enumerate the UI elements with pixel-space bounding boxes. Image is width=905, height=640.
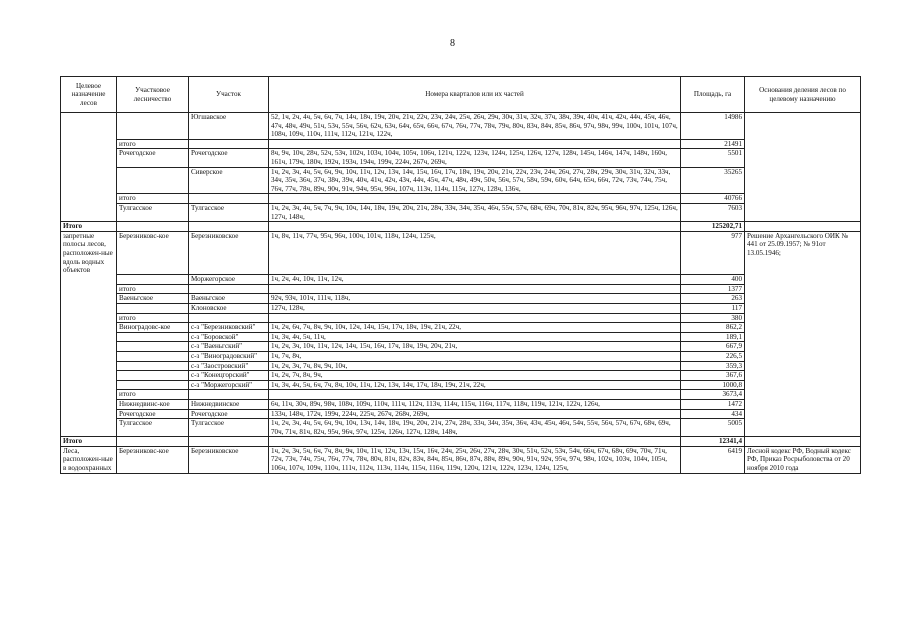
cell-purpose <box>61 167 117 194</box>
cell-basis <box>745 284 861 294</box>
cell-district <box>117 351 189 361</box>
cell-quarters: 1ч, 2ч, 4ч, 10ч, 11ч, 12ч, <box>269 275 681 285</box>
cell-district <box>117 380 189 390</box>
cell-purpose <box>61 361 117 371</box>
cell-quarters <box>269 437 681 447</box>
cell-area: 3673,4 <box>681 390 745 400</box>
table-row <box>61 231 861 274</box>
cell-area: 359,3 <box>681 361 745 371</box>
cell-district: Рочегодское <box>117 149 189 167</box>
cell-area: 226,5 <box>681 351 745 361</box>
cell-plot: с-з "Боровской" <box>189 332 269 342</box>
cell-plot: Рочегодское <box>189 409 269 419</box>
cell-district: итого <box>117 194 189 204</box>
cell-district: Березниковс-кое <box>117 446 189 473</box>
cell-basis <box>745 113 861 140</box>
cell-area: 263 <box>681 294 745 304</box>
cell-quarters: 1ч, 2ч, 3ч, 4ч, 5ч, 6ч, 9ч, 10ч, 11ч, 12ч, 13ч, 14ч, 15ч, 16ч, 17ч, 18ч, 19ч, 20ч, 21ч, 22ч, 23ч, 24ч, 26ч, 27ч, 28ч, 29ч, 30ч, 31ч, 32ч, 33ч, 34ч, 35ч, 36ч, 37ч, 38ч, 39ч, 40ч, 41ч, 42ч, 43ч, 44ч, 45ч, 47ч, 48ч, 49ч, 50ч, 56ч, 57ч, 58ч, 59ч, 60ч, 64ч, 65ч, 66ч, 72ч, 73ч, 74ч, 75ч, 76ч, 77ч, 78ч, 89ч, 90ч, 91ч, 94ч, 95ч, 96ч, 107ч, 113ч, 114ч, 115ч, 127ч, 128ч, 136ч, <box>269 167 681 194</box>
forest-table <box>60 76 861 474</box>
cell-area: 380 <box>681 313 745 323</box>
cell-purpose <box>61 371 117 381</box>
table-row <box>61 361 861 371</box>
cell-district <box>117 361 189 371</box>
cell-basis <box>745 323 861 333</box>
table-row <box>61 380 861 390</box>
cell-basis <box>745 351 861 361</box>
cell-plot: с-з "Березниковский" <box>189 323 269 333</box>
cell-basis <box>745 149 861 167</box>
header-area: Площадь, га <box>681 77 745 113</box>
cell-basis <box>745 275 861 285</box>
cell-plot: Моржегорское <box>189 275 269 285</box>
cell-plot: с-з "Виноградовский" <box>189 351 269 361</box>
cell-purpose <box>61 275 117 285</box>
cell-plot <box>189 313 269 323</box>
header-basis: Основания деления лесов по целевому назначению <box>745 77 861 113</box>
cell-purpose <box>61 332 117 342</box>
cell-district <box>117 371 189 381</box>
cell-basis <box>745 332 861 342</box>
header-district: Участковое лесничество <box>117 77 189 113</box>
cell-quarters <box>269 313 681 323</box>
header-plot: Участок <box>189 77 269 113</box>
cell-plot: Ваеньгское <box>189 294 269 304</box>
table-row <box>61 371 861 381</box>
cell-area: 1000,8 <box>681 380 745 390</box>
cell-area: 977 <box>681 231 745 274</box>
cell-district <box>117 332 189 342</box>
cell-purpose <box>61 139 117 149</box>
cell-quarters: 133ч, 148ч, 172ч, 199ч, 224ч, 225ч, 267ч, 268ч, 269ч, <box>269 409 681 419</box>
cell-district: Виноградовс-кое <box>117 323 189 333</box>
cell-area: 667,9 <box>681 342 745 352</box>
cell-purpose <box>61 399 117 409</box>
cell-plot: с-з "Моржегорский" <box>189 380 269 390</box>
cell-plot: с-з "Заостровский" <box>189 361 269 371</box>
table-row <box>61 399 861 409</box>
cell-plot: Рочегодское <box>189 149 269 167</box>
cell-district: Рочегодское <box>117 409 189 419</box>
cell-basis <box>745 139 861 149</box>
cell-quarters <box>269 390 681 400</box>
cell-quarters: 8ч, 9ч, 10ч, 28ч, 52ч, 53ч, 102ч, 103ч, 104ч, 105ч, 106ч, 121ч, 122ч, 123ч, 124ч, 125ч, 126ч, 127ч, 128ч, 145ч, 146ч, 147ч, 148ч, 160ч, 161ч, 179ч, 180ч, 192ч, 193ч, 194ч, 199ч, 224ч, 267ч, 269ч, <box>269 149 681 167</box>
cell-plot <box>189 437 269 447</box>
cell-area: 367,6 <box>681 371 745 381</box>
cell-quarters: 1ч, 7ч, 8ч, <box>269 351 681 361</box>
cell-area: 434 <box>681 409 745 419</box>
cell-district: Тулгасское <box>117 203 189 221</box>
table-row <box>61 275 861 285</box>
cell-area: 117 <box>681 303 745 313</box>
table-row <box>61 149 861 167</box>
cell-quarters: 1ч, 8ч, 11ч, 77ч, 95ч, 96ч, 100ч, 101ч, 118ч, 124ч, 125ч, <box>269 231 681 274</box>
table-row <box>61 113 861 140</box>
table-row <box>61 294 861 304</box>
cell-area: 862,2 <box>681 323 745 333</box>
cell-district <box>117 437 189 447</box>
cell-area: 7603 <box>681 203 745 221</box>
cell-area: 12341,4 <box>681 437 745 447</box>
total-row <box>61 222 861 232</box>
cell-plot: Тулгасское <box>189 419 269 437</box>
cell-purpose: Леса, расположен-ные в водоохранных <box>61 446 117 473</box>
cell-purpose: Итого <box>61 222 117 232</box>
cell-purpose <box>61 303 117 313</box>
table-row <box>61 351 861 361</box>
table-row <box>61 446 861 473</box>
cell-basis <box>745 194 861 204</box>
table-row <box>61 303 861 313</box>
cell-plot: Югшавское <box>189 113 269 140</box>
cell-district <box>117 222 189 232</box>
header-quarters: Номера кварталов или их частей <box>269 77 681 113</box>
cell-basis <box>745 380 861 390</box>
cell-purpose <box>61 409 117 419</box>
cell-quarters: 1ч, 3ч, 4ч, 5ч, 6ч, 7ч, 8ч, 10ч, 11ч, 12ч, 13ч, 14ч, 17ч, 18ч, 19ч, 21ч, 22ч, <box>269 380 681 390</box>
table-row <box>61 167 861 194</box>
total-row <box>61 437 861 447</box>
cell-area: 21491 <box>681 139 745 149</box>
cell-plot: с-з "Ваеньгский" <box>189 342 269 352</box>
cell-basis <box>745 399 861 409</box>
table-row <box>61 203 861 221</box>
cell-plot: Клоновское <box>189 303 269 313</box>
cell-quarters: 1ч, 2ч, 3ч, 7ч, 8ч, 9ч, 10ч, <box>269 361 681 371</box>
cell-purpose <box>61 351 117 361</box>
cell-purpose <box>61 323 117 333</box>
table-row <box>61 342 861 352</box>
cell-area: 5501 <box>681 149 745 167</box>
cell-area: 40766 <box>681 194 745 204</box>
cell-basis <box>745 222 861 232</box>
cell-quarters: 1ч, 2ч, 3ч, 4ч, 5ч, 6ч, 9ч, 10ч, 13ч, 14ч, 18ч, 19ч, 20ч, 21ч, 27ч, 28ч, 33ч, 34ч, 35ч, 36ч, 43ч, 45ч, 46ч, 54ч, 55ч, 56ч, 57ч, 67ч, 68ч, 69ч, 70ч, 71ч, 81ч, 82ч, 95ч, 96ч, 97ч, 125ч, 126ч, 127ч, 128ч, 148ч, <box>269 419 681 437</box>
cell-quarters <box>269 194 681 204</box>
cell-area: 189,1 <box>681 332 745 342</box>
cell-quarters: 1ч, 2ч, 7ч, 8ч, 9ч, <box>269 371 681 381</box>
cell-basis <box>745 419 861 437</box>
cell-basis <box>745 437 861 447</box>
cell-purpose <box>61 313 117 323</box>
cell-area: 125202,71 <box>681 222 745 232</box>
cell-purpose: Итого <box>61 437 117 447</box>
table-row <box>61 313 861 323</box>
cell-quarters: 1ч, 3ч, 4ч, 5ч, 11ч, <box>269 332 681 342</box>
cell-plot: Тулгасское <box>189 203 269 221</box>
cell-district: Нижнедвинс-кое <box>117 399 189 409</box>
cell-basis <box>745 303 861 313</box>
cell-quarters: 1ч, 2ч, 3ч, 10ч, 11ч, 12ч, 14ч, 15ч, 16ч, 17ч, 18ч, 19ч, 20ч, 21ч, <box>269 342 681 352</box>
header-row <box>61 77 861 113</box>
cell-plot: с-з "Конецгорский" <box>189 371 269 381</box>
cell-district <box>117 113 189 140</box>
cell-purpose: запретные полосы лесов, расположен-ные вдоль водных объектов <box>61 231 117 274</box>
cell-plot <box>189 222 269 232</box>
cell-purpose <box>61 390 117 400</box>
cell-purpose <box>61 284 117 294</box>
header-purpose: Целевое назначение лесов <box>61 77 117 113</box>
cell-area: 5005 <box>681 419 745 437</box>
cell-area: 35265 <box>681 167 745 194</box>
cell-plot: Березниковское <box>189 231 269 274</box>
cell-district <box>117 167 189 194</box>
cell-basis <box>745 203 861 221</box>
cell-plot: Сиверское <box>189 167 269 194</box>
cell-plot: Березниковское <box>189 446 269 473</box>
cell-basis <box>745 294 861 304</box>
cell-plot: Нижнедвинское <box>189 399 269 409</box>
cell-area: 1472 <box>681 399 745 409</box>
cell-district: Тулгасское <box>117 419 189 437</box>
cell-plot <box>189 194 269 204</box>
cell-district: итого <box>117 313 189 323</box>
table-row <box>61 194 861 204</box>
cell-quarters <box>269 284 681 294</box>
cell-district: итого <box>117 284 189 294</box>
cell-basis: Лесной кодекс РФ, Водный кодекс РФ, Приказ Росрыболовства от 20 ноября 2010 года <box>745 446 861 473</box>
cell-quarters: 1ч, 2ч, 6ч, 7ч, 8ч, 9ч, 10ч, 12ч, 14ч, 15ч, 17ч, 18ч, 19ч, 21ч, 22ч, <box>269 323 681 333</box>
cell-basis <box>745 361 861 371</box>
table-row <box>61 390 861 400</box>
table-row <box>61 139 861 149</box>
cell-plot <box>189 284 269 294</box>
cell-area: 6419 <box>681 446 745 473</box>
cell-quarters: 92ч, 93ч, 101ч, 111ч, 118ч, <box>269 294 681 304</box>
cell-quarters: 1ч, 2ч, 3ч, 4ч, 5ч, 7ч, 9ч, 10ч, 14ч, 18ч, 19ч, 20ч, 21ч, 28ч, 33ч, 34ч, 35ч, 46ч, 55ч, 57ч, 68ч, 69ч, 70ч, 81ч, 82ч, 95ч, 96ч, 97ч, 125ч, 126ч, 127ч, 148ч, <box>269 203 681 221</box>
table-row <box>61 409 861 419</box>
cell-district: Березниковс-кое <box>117 231 189 274</box>
cell-purpose <box>61 294 117 304</box>
cell-area: 14986 <box>681 113 745 140</box>
cell-district <box>117 303 189 313</box>
cell-district <box>117 342 189 352</box>
cell-purpose <box>61 194 117 204</box>
cell-district: Ваеньгское <box>117 294 189 304</box>
cell-quarters: 127ч, 128ч, <box>269 303 681 313</box>
cell-district: итого <box>117 390 189 400</box>
cell-basis <box>745 167 861 194</box>
table-row <box>61 419 861 437</box>
cell-basis: Решение Архангельского ОИК № 441 от 25.09.1957; № 91от 13.05.1946; <box>745 231 861 274</box>
cell-quarters: 52, 1ч, 2ч, 4ч, 5ч, 6ч, 7ч, 14ч, 18ч, 19ч, 20ч, 21ч, 22ч, 23ч, 24ч, 25ч, 26ч, 29ч, 30ч, 31ч, 32ч, 37ч, 38ч, 39ч, 40ч, 41ч, 42ч, 44ч, 45ч, 46ч, 47ч, 48ч, 49ч, 51ч, 53ч, 55ч, 56ч, 62ч, 63ч, 64ч, 65ч, 66ч, 67ч, 76ч, 77ч, 78ч, 79ч, 80ч, 83ч, 84ч, 85ч, 86ч, 97ч, 98ч, 99ч, 100ч, 101ч, 107ч, 108ч, 109ч, 110ч, 111ч, 112ч, 121ч, 122ч, <box>269 113 681 140</box>
table-row <box>61 332 861 342</box>
cell-purpose <box>61 419 117 437</box>
cell-plot <box>189 139 269 149</box>
cell-purpose <box>61 203 117 221</box>
cell-basis <box>745 390 861 400</box>
cell-purpose <box>61 342 117 352</box>
cell-basis <box>745 313 861 323</box>
cell-purpose <box>61 113 117 140</box>
cell-area: 1377 <box>681 284 745 294</box>
table-row <box>61 323 861 333</box>
cell-quarters: 1ч, 2ч, 3ч, 5ч, 6ч, 7ч, 8ч, 9ч, 10ч, 11ч, 12ч, 13ч, 15ч, 16ч, 24ч, 25ч, 26ч, 27ч, 28ч, 30ч, 51ч, 52ч, 53ч, 54ч, 66ч, 67ч, 68ч, 69ч, 70ч, 71ч, 72ч, 73ч, 74ч, 75ч, 76ч, 77ч, 78ч, 80ч, 81ч, 82ч, 83ч, 84ч, 85ч, 86ч, 87ч, 88ч, 89ч, 90ч, 91ч, 92ч, 95ч, 97ч, 98ч, 102ч, 103ч, 104ч, 105ч, 106ч, 107ч, 109ч, 110ч, 111ч, 112ч, 113ч, 114ч, 115ч, 116ч, 119ч, 120ч, 121ч, 122ч, 123ч, 124ч, 125ч, <box>269 446 681 473</box>
table-row <box>61 284 861 294</box>
cell-plot <box>189 390 269 400</box>
cell-basis <box>745 371 861 381</box>
cell-purpose <box>61 149 117 167</box>
cell-district: итого <box>117 139 189 149</box>
cell-quarters <box>269 139 681 149</box>
page-number: 8 <box>450 38 455 49</box>
cell-purpose <box>61 380 117 390</box>
cell-quarters <box>269 222 681 232</box>
cell-basis <box>745 342 861 352</box>
cell-area: 400 <box>681 275 745 285</box>
cell-basis <box>745 409 861 419</box>
cell-quarters: 6ч, 11ч, 30ч, 89ч, 98ч, 108ч, 109ч, 110ч, 111ч, 112ч, 113ч, 114ч, 115ч, 116ч, 117ч, 118ч, 119ч, 121ч, 122ч, 126ч, <box>269 399 681 409</box>
table-body <box>61 113 861 474</box>
cell-district <box>117 275 189 285</box>
